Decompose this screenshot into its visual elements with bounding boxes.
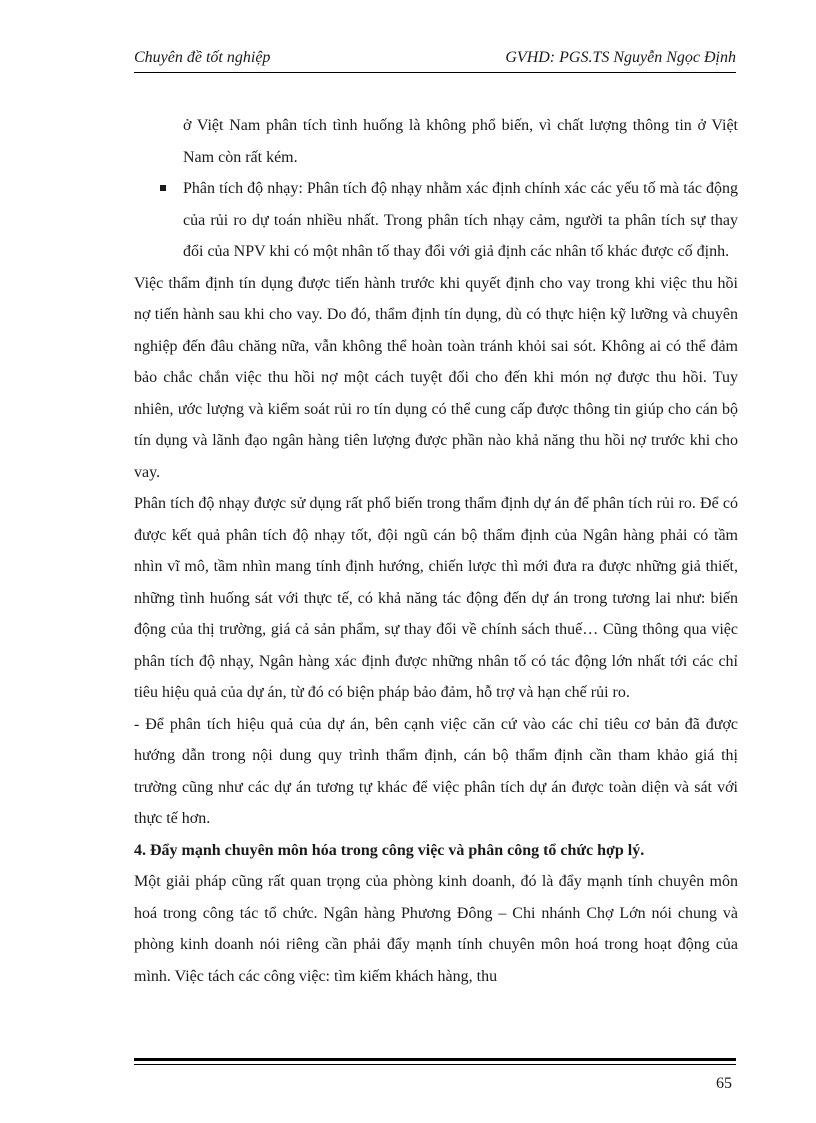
square-bullet-icon [160, 185, 166, 191]
bullet-item-sensitivity-analysis [134, 173, 738, 268]
paragraph-case-analysis-end: ở Việt Nam phân tích tình huống là không phổ biến, vì chất lượng thông tin ở Việt Nam còn rất kém. [183, 117, 738, 166]
page-number: 65 [716, 1075, 732, 1092]
section-heading: 4. Đẩy mạnh chuyên môn hóa trong công việc và phân công tổ chức hợp lý. [134, 841, 645, 859]
header-document-title: Chuyên đề tốt nghiệp [134, 49, 271, 66]
footer-divider-thin [134, 1064, 736, 1065]
paragraph-project-efficiency: - Để phân tích hiệu quả của dự án, bên cạnh việc căn cứ vào các chỉ tiêu cơ bản đã được hướng dẫn trong nội dung quy trình thẩm định, cán bộ thẩm định cần tham khảo giá thị trường cũng như các dự án tương tự khác để việc phân tích dự án được toàn diện và sát với thực tế hơn. [134, 715, 738, 827]
paragraph-sensitivity-usage: Phân tích độ nhạy được sử dụng rất phổ biến trong thẩm định dự án để phân tích rủi ro. Để có được kết quả phân tích độ nhạy tốt, đội ngũ cán bộ thẩm định của Ngân hàng phải có tầm nhìn vĩ mô, tầm nhìn mang tính định hướng, chiến lược thì mới đưa ra được những giả thiết, những tình huống sát với thực tế, có khả năng tác động đến dự án trong tương lai như: biến động của thị trường, giá cả sản phẩm, sự thay đổi về chính sách thuế… Cũng thông qua việc phân tích độ nhạy, Ngân hàng xác định được những nhân tố có tác động lớn nhất tới các chỉ tiêu hiệu quả của dự án, từ đó có biện pháp bảo đảm, hỗ trợ và hạn chế rủi ro. [134, 495, 738, 701]
paragraph-credit-appraisal: Việc thẩm định tín dụng được tiến hành trước khi quyết định cho vay trong khi việc thu hồi nợ tiến hành sau khi cho vay. Do đó, thẩm định tín dụng, dù có thực hiện kỹ lưỡng và chuyên nghiệp đến đâu chăng nữa, vẫn không thể hoàn toàn tránh khỏi sai sót. Không ai có thể đảm bảo chắc chắn việc thu hồi nợ một cách tuyệt đối cho đến khi món nợ được thu hồi. Tuy nhiên, ước lượng và kiểm soát rủi ro tín dụng có thể cung cấp được thông tin giúp cho cán bộ tín dụng và lãnh đạo ngân hàng tiên lượng được phần nào khả năng thu hồi nợ trước khi cho vay. [134, 274, 738, 481]
page-header [134, 46, 736, 70]
header-divider [134, 72, 736, 73]
page-body [134, 110, 738, 992]
footer-divider-thick [134, 1058, 736, 1061]
header-advisor: GVHD: PGS.TS Nguyễn Ngọc Định [505, 49, 736, 66]
bullet-text: Phân tích độ nhạy: Phân tích độ nhạy nhằm xác định chính xác các yếu tố mà tác động của rủi ro dự toán nhiều nhất. Trong phân tích nhạy cảm, người ta phân tích sự thay đổi của NPV khi có một nhân tố thay đổi với giả định các nhân tố khác được cố định. [183, 180, 738, 260]
paragraph-specialization: Một giải pháp cũng rất quan trọng của phòng kinh doanh, đó là đẩy mạnh tính chuyên môn hoá trong công tác tổ chức. Ngân hàng Phương Đông – Chi nhánh Chợ Lớn nói chung và phòng kinh doanh nói riêng cần phải đẩy mạnh tính chuyên môn hoá trong hoạt động của mình. Việc tách các công việc: tìm kiếm khách hàng, thu [134, 873, 738, 985]
